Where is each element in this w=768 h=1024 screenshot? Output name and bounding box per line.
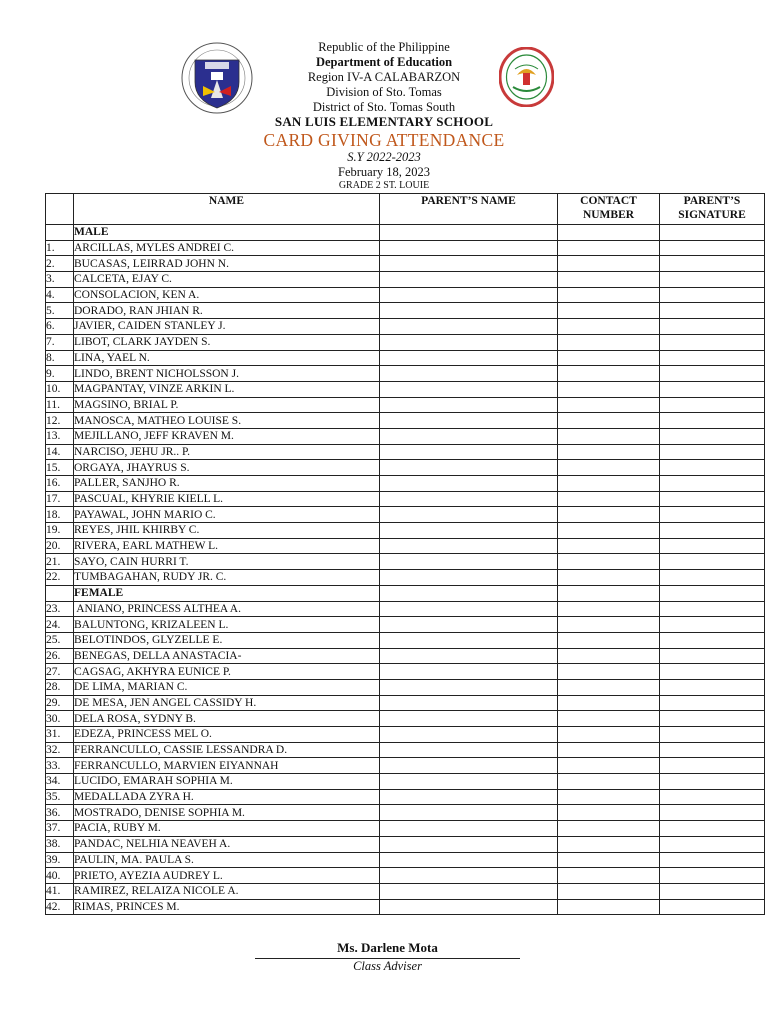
student-name: PRIETO, AYEZIA AUDREY L. (74, 868, 380, 884)
contact-number-cell (558, 570, 660, 586)
header-region: Region IV-A CALABARZON (307, 70, 461, 84)
parent-signature-cell (660, 570, 765, 586)
contact-number-cell (558, 742, 660, 758)
student-name: RAMIREZ, RELAIZA NICOLE A. (74, 883, 380, 899)
table-row (46, 491, 765, 507)
contact-number-cell (558, 428, 660, 444)
student-name: PALLER, SANJHO R. (74, 476, 380, 492)
parent-signature-cell (660, 836, 765, 852)
student-name: PAYAWAL, JOHN MARIO C. (74, 507, 380, 523)
parent-signature-cell (660, 366, 765, 382)
contact-number-cell (558, 585, 660, 601)
table-row (46, 648, 765, 664)
parent-name-cell (380, 225, 558, 241)
row-number: 10. (46, 381, 74, 397)
contact-number-cell (558, 774, 660, 790)
grade-section: GRADE 2 ST. LOUIE (338, 180, 430, 191)
parent-name-cell (380, 852, 558, 868)
parent-signature-cell (660, 868, 765, 884)
student-name: MEJILLANO, JEFF KRAVEN M. (74, 428, 380, 444)
contact-number-cell (558, 287, 660, 303)
parent-signature-cell (660, 789, 765, 805)
contact-number-cell (558, 256, 660, 272)
row-number: 12. (46, 413, 74, 429)
parent-name-cell (380, 711, 558, 727)
parent-signature-cell (660, 303, 765, 319)
parent-name-cell (380, 240, 558, 256)
column-header-parents-signature: PARENT’S SIGNATURE (660, 194, 765, 225)
student-name: CAGSAG, AKHYRA EUNICE P. (74, 664, 380, 680)
contact-number-cell (558, 883, 660, 899)
parent-signature-cell (660, 774, 765, 790)
student-name: JAVIER, CAIDEN STANLEY J. (74, 319, 380, 335)
column-header-number (46, 194, 74, 225)
parent-name-cell (380, 805, 558, 821)
row-number: 39. (46, 852, 74, 868)
parent-signature-cell (660, 805, 765, 821)
parent-name-cell (380, 476, 558, 492)
student-name: CALCETA, EJAY C. (74, 272, 380, 288)
parent-signature-cell (660, 381, 765, 397)
parent-signature-cell (660, 444, 765, 460)
student-name: BUCASAS, LEIRRAD JOHN N. (74, 256, 380, 272)
student-name: PACIA, RUBY M. (74, 821, 380, 837)
table-row (46, 774, 765, 790)
student-name: CONSOLACION, KEN A. (74, 287, 380, 303)
parent-signature-cell (660, 727, 765, 743)
parent-signature-cell (660, 397, 765, 413)
student-name: SAYO, CAIN HURRI T. (74, 554, 380, 570)
table-row (46, 868, 765, 884)
row-number (46, 225, 74, 241)
parent-name-cell (380, 883, 558, 899)
parent-name-cell (380, 397, 558, 413)
student-name: TUMBAGAHAN, RUDY JR. C. (74, 570, 380, 586)
row-number: 22. (46, 570, 74, 586)
column-header-contact-number: CONTACT NUMBER (558, 194, 660, 225)
table-row (46, 554, 765, 570)
parent-name-cell (380, 319, 558, 335)
contact-number-cell (558, 554, 660, 570)
parent-name-cell (380, 758, 558, 774)
parent-name-cell (380, 617, 558, 633)
parent-name-cell (380, 632, 558, 648)
row-number: 41. (46, 883, 74, 899)
row-number: 29. (46, 695, 74, 711)
student-name: PAULIN, MA. PAULA S. (74, 852, 380, 868)
contact-number-cell (558, 538, 660, 554)
parent-name-cell (380, 570, 558, 586)
parent-name-cell (380, 899, 558, 915)
table-row (46, 570, 765, 586)
contact-number-cell (558, 460, 660, 476)
contact-number-cell (558, 758, 660, 774)
document-header (0, 0, 768, 193)
row-number: 11. (46, 397, 74, 413)
parent-name-cell (380, 507, 558, 523)
parent-name-cell (380, 350, 558, 366)
student-name: REYES, JHIL KHIRBY C. (74, 523, 380, 539)
student-name: NARCISO, JEHU JR.. P. (74, 444, 380, 460)
contact-number-cell (558, 366, 660, 382)
parent-signature-cell (660, 240, 765, 256)
table-row (46, 240, 765, 256)
attendance-table-body (46, 225, 765, 915)
row-number: 27. (46, 664, 74, 680)
table-row (46, 319, 765, 335)
parent-name-cell (380, 460, 558, 476)
student-name: MEDALLADA ZYRA H. (74, 789, 380, 805)
row-number: 35. (46, 789, 74, 805)
student-name: DE LIMA, MARIAN C. (74, 679, 380, 695)
table-row (46, 287, 765, 303)
student-name: PANDAC, NELHIA NEAVEH A. (74, 836, 380, 852)
contact-number-cell (558, 476, 660, 492)
row-number: 14. (46, 444, 74, 460)
student-name: PASCUAL, KHYRIE KIELL L. (74, 491, 380, 507)
contact-number-cell (558, 727, 660, 743)
parent-signature-cell (660, 491, 765, 507)
parent-name-cell (380, 695, 558, 711)
row-number: 36. (46, 805, 74, 821)
contact-number-cell (558, 632, 660, 648)
row-number: 8. (46, 350, 74, 366)
student-name: RIMAS, PRINCES M. (74, 899, 380, 915)
student-name: MANOSCA, MATHEO LOUISE S. (74, 413, 380, 429)
parent-name-cell (380, 648, 558, 664)
contact-number-cell (558, 821, 660, 837)
contact-number-cell (558, 381, 660, 397)
table-row (46, 836, 765, 852)
parent-signature-cell (660, 350, 765, 366)
table-row (46, 303, 765, 319)
parent-name-cell (380, 836, 558, 852)
parent-signature-cell (660, 272, 765, 288)
contact-number-cell (558, 617, 660, 633)
table-row (46, 397, 765, 413)
column-header-parents-name: PARENT’S NAME (380, 194, 558, 225)
signatory-block (255, 940, 520, 974)
parent-name-cell (380, 601, 558, 617)
header-division: Division of Sto. Tomas (326, 85, 442, 99)
row-number: 38. (46, 836, 74, 852)
row-number: 31. (46, 727, 74, 743)
parent-signature-cell (660, 538, 765, 554)
table-row (46, 507, 765, 523)
parent-signature-cell (660, 664, 765, 680)
table-row (46, 742, 765, 758)
contact-number-cell (558, 899, 660, 915)
section-label: MALE (74, 225, 380, 241)
row-number: 33. (46, 758, 74, 774)
student-name: EDEZA, PRINCESS MEL O. (74, 727, 380, 743)
parent-signature-cell (660, 554, 765, 570)
student-name: MAGPANTAY, VINZE ARKIN L. (74, 381, 380, 397)
document-title: CARD GIVING ATTENDANCE (263, 130, 505, 150)
contact-number-cell (558, 523, 660, 539)
student-name: ORGAYA, JHAYRUS S. (74, 460, 380, 476)
table-row (46, 632, 765, 648)
row-number: 30. (46, 711, 74, 727)
student-name: LINA, YAEL N. (74, 350, 380, 366)
contact-number-cell (558, 648, 660, 664)
parent-name-cell (380, 585, 558, 601)
table-row (46, 476, 765, 492)
student-name: BALUNTONG, KRIZALEEN L. (74, 617, 380, 633)
parent-name-cell (380, 428, 558, 444)
student-name: LUCIDO, EMARAH SOPHIA M. (74, 774, 380, 790)
parent-name-cell (380, 727, 558, 743)
contact-number-cell (558, 836, 660, 852)
table-row (46, 664, 765, 680)
contact-number-cell (558, 491, 660, 507)
contact-number-cell (558, 711, 660, 727)
contact-number-cell (558, 303, 660, 319)
parent-name-cell (380, 303, 558, 319)
parent-signature-cell (660, 758, 765, 774)
parent-signature-cell (660, 899, 765, 915)
parent-name-cell (380, 381, 558, 397)
table-row (46, 695, 765, 711)
parent-name-cell (380, 287, 558, 303)
contact-number-cell (558, 805, 660, 821)
signatory-name: Ms. Darlene Mota (337, 940, 438, 955)
contact-number-cell (558, 334, 660, 350)
parent-signature-cell (660, 476, 765, 492)
student-name: ANIANO, PRINCESS ALTHEA A. (74, 601, 380, 617)
parent-signature-cell (660, 679, 765, 695)
row-number: 42. (46, 899, 74, 915)
contact-number-cell (558, 601, 660, 617)
row-number (46, 585, 74, 601)
contact-number-cell (558, 789, 660, 805)
table-row (46, 601, 765, 617)
contact-number-cell (558, 272, 660, 288)
parent-name-cell (380, 742, 558, 758)
contact-number-cell (558, 319, 660, 335)
parent-signature-cell (660, 585, 765, 601)
parent-name-cell (380, 366, 558, 382)
table-row (46, 256, 765, 272)
table-row (46, 272, 765, 288)
parent-signature-cell (660, 821, 765, 837)
contact-number-cell (558, 852, 660, 868)
parent-signature-cell (660, 742, 765, 758)
student-name: RIVERA, EARL MATHEW L. (74, 538, 380, 554)
parent-name-cell (380, 774, 558, 790)
parent-signature-cell (660, 287, 765, 303)
parent-signature-cell (660, 460, 765, 476)
table-row (46, 444, 765, 460)
contact-number-cell (558, 507, 660, 523)
school-name: SAN LUIS ELEMENTARY SCHOOL (274, 114, 494, 129)
parent-name-cell (380, 256, 558, 272)
student-name: FERRANCULLO, MARVIEN EIYANNAH (74, 758, 380, 774)
header-department: Department of Education (315, 55, 453, 69)
table-row (46, 821, 765, 837)
table-row (46, 679, 765, 695)
parent-signature-cell (660, 523, 765, 539)
parent-name-cell (380, 538, 558, 554)
student-name: DE MESA, JEN ANGEL CASSIDY H. (74, 695, 380, 711)
table-row (46, 899, 765, 915)
row-number: 24. (46, 617, 74, 633)
table-header-row (46, 194, 765, 225)
parent-name-cell (380, 444, 558, 460)
table-row (46, 789, 765, 805)
attendance-table (45, 193, 765, 915)
contact-number-cell (558, 664, 660, 680)
student-name: DELA ROSA, SYDNY B. (74, 711, 380, 727)
parent-name-cell (380, 554, 558, 570)
school-year: S.Y 2022-2023 (347, 150, 421, 164)
contact-number-cell (558, 868, 660, 884)
parent-signature-cell (660, 225, 765, 241)
parent-signature-cell (660, 883, 765, 899)
table-row (46, 334, 765, 350)
parent-signature-cell (660, 695, 765, 711)
column-header-name: NAME (74, 194, 380, 225)
parent-name-cell (380, 664, 558, 680)
row-number: 19. (46, 523, 74, 539)
contact-number-cell (558, 695, 660, 711)
row-number: 9. (46, 366, 74, 382)
section-label: FEMALE (74, 585, 380, 601)
row-number: 21. (46, 554, 74, 570)
row-number: 16. (46, 476, 74, 492)
table-row (46, 617, 765, 633)
table-row (46, 381, 765, 397)
parent-signature-cell (660, 413, 765, 429)
parent-signature-cell (660, 632, 765, 648)
parent-signature-cell (660, 428, 765, 444)
table-row (46, 758, 765, 774)
table-row (46, 883, 765, 899)
row-number: 32. (46, 742, 74, 758)
document-date: February 18, 2023 (338, 165, 430, 179)
table-row (46, 805, 765, 821)
parent-name-cell (380, 523, 558, 539)
parent-name-cell (380, 868, 558, 884)
parent-signature-cell (660, 256, 765, 272)
row-number: 34. (46, 774, 74, 790)
row-number: 40. (46, 868, 74, 884)
student-name: LIBOT, CLARK JAYDEN S. (74, 334, 380, 350)
contact-number-cell (558, 444, 660, 460)
table-row (46, 460, 765, 476)
table-row (46, 523, 765, 539)
student-name: ARCILLAS, MYLES ANDREI C. (74, 240, 380, 256)
row-number: 20. (46, 538, 74, 554)
row-number: 4. (46, 287, 74, 303)
parent-name-cell (380, 679, 558, 695)
table-row (46, 852, 765, 868)
student-name: BENEGAS, DELLA ANASTACIA- (74, 648, 380, 664)
student-name: LINDO, BRENT NICHOLSSON J. (74, 366, 380, 382)
parent-name-cell (380, 334, 558, 350)
parent-name-cell (380, 272, 558, 288)
table-row (46, 413, 765, 429)
row-number: 7. (46, 334, 74, 350)
row-number: 17. (46, 491, 74, 507)
parent-signature-cell (660, 852, 765, 868)
table-section-row (46, 585, 765, 601)
row-number: 6. (46, 319, 74, 335)
table-row (46, 711, 765, 727)
student-name: FERRANCULLO, CASSIE LESSANDRA D. (74, 742, 380, 758)
row-number: 15. (46, 460, 74, 476)
parent-signature-cell (660, 617, 765, 633)
row-number: 13. (46, 428, 74, 444)
contact-number-cell (558, 240, 660, 256)
table-row (46, 350, 765, 366)
contact-number-cell (558, 225, 660, 241)
row-number: 1. (46, 240, 74, 256)
table-row (46, 727, 765, 743)
contact-number-cell (558, 413, 660, 429)
parent-name-cell (380, 491, 558, 507)
row-number: 5. (46, 303, 74, 319)
table-row (46, 428, 765, 444)
row-number: 37. (46, 821, 74, 837)
student-name: MAGSINO, BRIAL P. (74, 397, 380, 413)
parent-signature-cell (660, 601, 765, 617)
parent-signature-cell (660, 648, 765, 664)
table-section-row (46, 225, 765, 241)
contact-number-cell (558, 679, 660, 695)
table-row (46, 538, 765, 554)
parent-name-cell (380, 789, 558, 805)
row-number: 23. (46, 601, 74, 617)
row-number: 2. (46, 256, 74, 272)
student-name: MOSTRADO, DENISE SOPHIA M. (74, 805, 380, 821)
student-name: DORADO, RAN JHIAN R. (74, 303, 380, 319)
parent-signature-cell (660, 319, 765, 335)
parent-name-cell (380, 821, 558, 837)
row-number: 25. (46, 632, 74, 648)
row-number: 3. (46, 272, 74, 288)
student-name: BELOTINDOS, GLYZELLE E. (74, 632, 380, 648)
contact-number-cell (558, 350, 660, 366)
table-row (46, 366, 765, 382)
parent-signature-cell (660, 711, 765, 727)
header-republic: Republic of the Philippine (318, 40, 450, 54)
header-district: District of Sto. Tomas South (312, 100, 456, 114)
row-number: 28. (46, 679, 74, 695)
row-number: 26. (46, 648, 74, 664)
contact-number-cell (558, 397, 660, 413)
parent-signature-cell (660, 507, 765, 523)
parent-name-cell (380, 413, 558, 429)
parent-signature-cell (660, 334, 765, 350)
row-number: 18. (46, 507, 74, 523)
signatory-role: Class Adviser (353, 959, 422, 973)
